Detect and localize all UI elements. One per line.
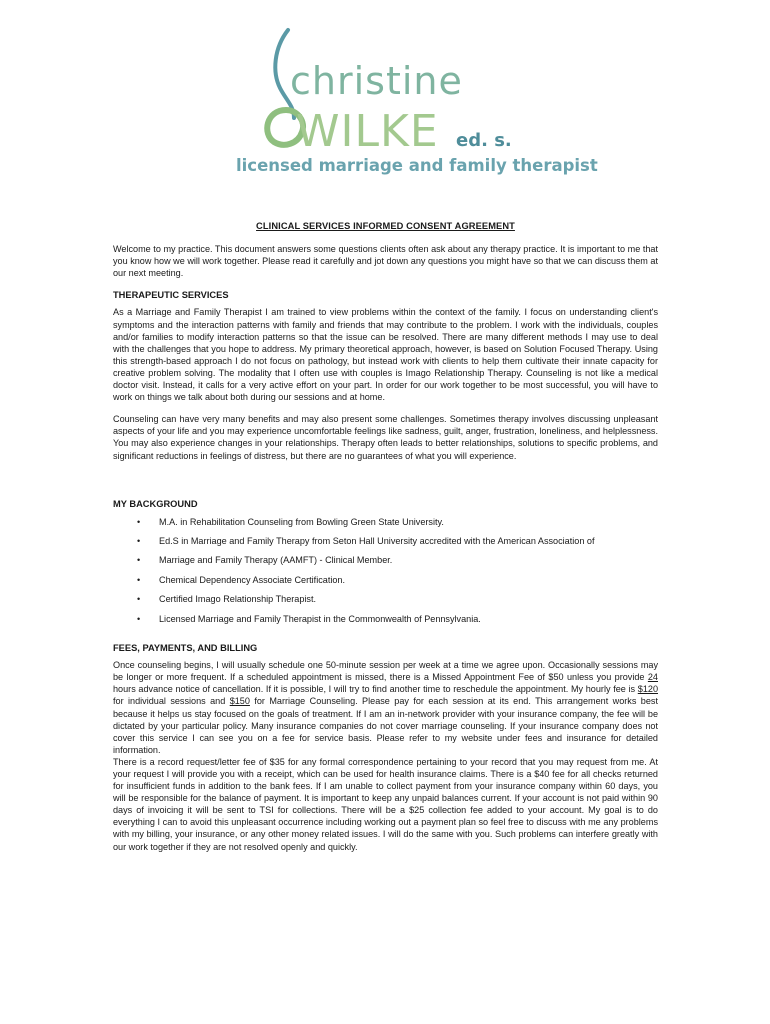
bullet-icon: •	[137, 574, 141, 585]
list-item: • Licensed Marriage and Family Therapist in the Commonwealth of Pennsylvania.	[137, 613, 481, 624]
fees-paragraph-1: Once counseling begins, I will usually schedule one 50-minute session per week at a time we agree upon. Occasionally sessions may be longer or more frequent. If a scheduled appointment is missed, there is a Missed Appointment Fee of $50 unless you provide 24 hours advance notice of cancellation. If it is possible, I will try to find another time to reschedule the appointment. My hourly fee is $120 for individual sessions and $150 for Marriage Counseling. Please pay for each session at its end. This arrangement works best because it helps us stay focused on the goals of treatment. If I am an in-network provider with your insurance company, the fee will be dictated by your particular policy. Many insurance companies do not cover marriage counseling. If your insurance company does not cover this service I can see you on a fee for service basis. Please refer to my website under fees and insurance for detailed information.	[113, 660, 658, 755]
list-item: • Marriage and Family Therapy (AAMFT) - Clinical Member.	[137, 555, 393, 566]
therapeutic-paragraph-1: As a Marriage and Family Therapist I am trained to view problems within the context of the family. I focus on understanding client's symptoms and the interaction patterns with family and friends that may contribute to the problem. I work with the individuals, couples and/or families to modify interaction patterns so that the issue can be resolved. There are many different methods I may use to deal with the challenges that you hope to address. My primary theoretical approach, however, is based on Solution Focused Therapy. Using this strength-based approach I do not focus on pathology, but instead work with clients to help them cultivate their innate capacity for creative problem solving. The modality that I often use with couples is Imago Relationship Therapy. Counseling is not like a medical doctor visit. Instead, it calls for a very active effort on your part. In order for our work together to be most successful, you will have to work on things we talk about both during our sessions and at home.	[113, 307, 658, 403]
individual-fee: $120	[637, 684, 658, 695]
list-item: • Ed.S in Marriage and Family Therapy from Seton Hall University accredited with the American Association of	[137, 536, 595, 547]
document-title: CLINICAL SERVICES INFORMED CONSENT AGREEMENT	[256, 221, 515, 231]
logo-degree: ed. s.	[456, 130, 512, 151]
background-list	[113, 516, 658, 632]
marriage-fee: $150	[229, 696, 250, 707]
list-item: • M.A. in Rehabilitation Counseling from Bowling Green State University.	[137, 516, 444, 527]
background-heading: MY BACKGROUND	[113, 498, 198, 509]
intro-paragraph: Welcome to my practice. This document answers some questions clients often ask about any therapy practice. It is important to me that you know how we will work together. Please read it carefully and jot down any questions you might have so that we can discuss them at our next meeting.	[113, 244, 658, 279]
list-item: • Certified Imago Relationship Therapist.	[137, 594, 317, 605]
logo-surname: WILKE	[296, 106, 439, 157]
bullet-icon: •	[137, 516, 141, 527]
bullet-icon: •	[137, 613, 141, 624]
therapeutic-services-heading: THERAPEUTIC SERVICES	[113, 290, 229, 301]
fees-paragraph-2: There is a record request/letter fee of $35 for any formal correspondence pertaining to your record that you may request from me. At your request I will provide you with a receipt, which can be used for health insurance claims. There is a $40 fee for all checks returned for insufficient funds in addition to the bank fees. If I am unable to collect payment from your insurance company within 60 days, you will be responsible for the balance of payment. It is important to keep any unpaid balances current. If your account is not paid within 90 days of invoicing it will be sent to TSI for collections. There will be a $25 collection fee added to your account. My goal is to do everything I can to avoid this unpleasant occurrence including working out a payment plan so feel free to discuss with me any problems with my billing, your insurance, or any other money related issues. I will do the same with you. Such problems can interfere greatly with our work together if they are not resolved openly and quickly.	[113, 756, 658, 852]
christine-wilke-logo	[236, 26, 598, 176]
logo-tagline: licensed marriage and family therapist	[236, 156, 598, 175]
fees-heading: FEES, PAYMENTS, AND BILLING	[113, 643, 258, 654]
bullet-icon: •	[137, 555, 141, 566]
notice-hours: 24	[647, 672, 658, 683]
list-item: • Chemical Dependency Associate Certification.	[137, 574, 346, 585]
consent-document	[113, 220, 658, 853]
bullet-icon: •	[137, 594, 141, 605]
bullet-icon: •	[137, 536, 141, 547]
logo-name: christine	[290, 59, 463, 103]
therapeutic-paragraph-2: Counseling can have very many benefits and may also present some challenges. Sometimes therapy involves discussing unpleasant aspects of your life and you may experience uncomfortable feelings like sadness, guilt, anger, frustration, loneliness, and helplessness. You may also experience changes in your relationships. Therapy often leads to better relationships, solutions to specific problems, and significant reductions in feelings of distress, but there are no guarantees of what you will experience.	[113, 414, 658, 461]
